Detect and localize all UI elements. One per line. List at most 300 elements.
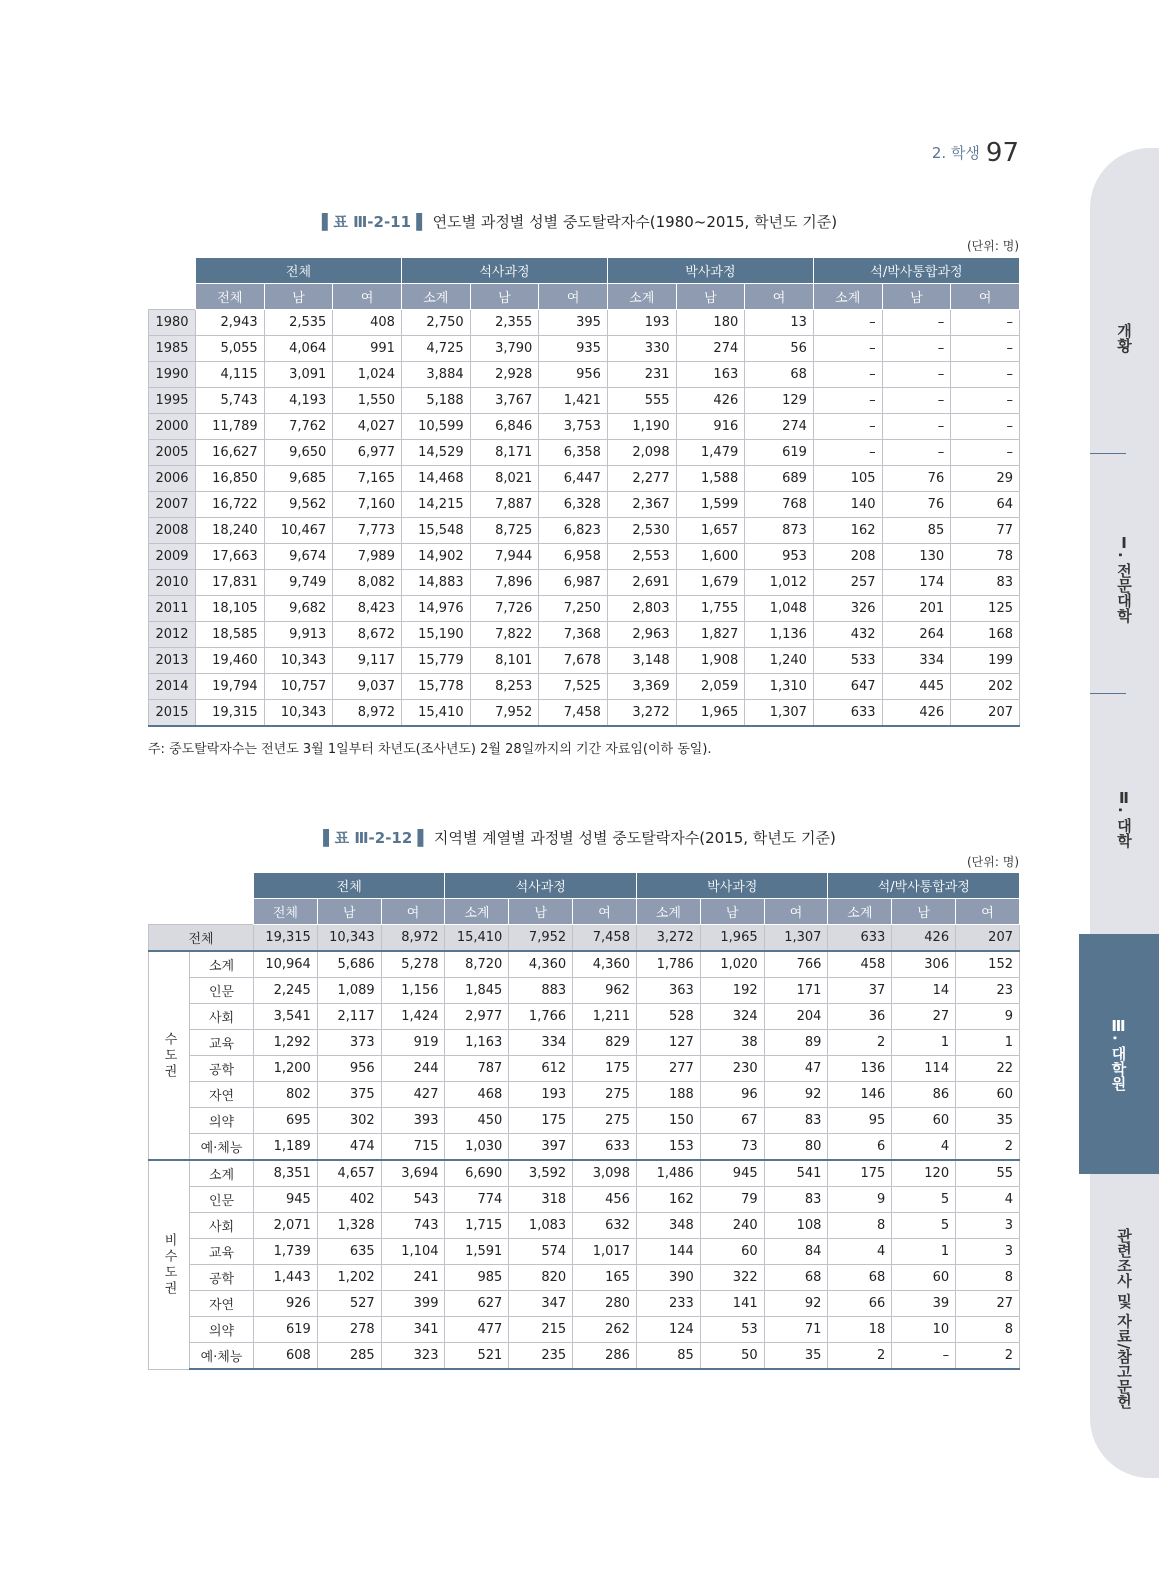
value-cell: 334 — [509, 1030, 573, 1056]
field-label: 예·체능 — [190, 1343, 254, 1370]
value-cell: 1,600 — [676, 544, 745, 570]
value-cell: 1,588 — [676, 466, 745, 492]
value-cell: 6,328 — [539, 492, 608, 518]
value-cell: 322 — [700, 1265, 764, 1291]
value-cell: 306 — [892, 951, 956, 978]
value-cell: 78 — [951, 544, 1020, 570]
value-cell: 175 — [509, 1108, 573, 1134]
value-cell: 14,902 — [401, 544, 470, 570]
year-cell: 2009 — [149, 544, 196, 570]
value-cell: 2,355 — [470, 310, 539, 336]
year-cell: 2000 — [149, 414, 196, 440]
value-cell: 71 — [764, 1317, 828, 1343]
group-header: 전체 — [254, 873, 445, 899]
value-cell: 199 — [951, 648, 1020, 674]
value-cell: 5,188 — [401, 388, 470, 414]
value-cell: 4,115 — [196, 362, 265, 388]
value-cell: 168 — [951, 622, 1020, 648]
value-cell: 2,117 — [317, 1004, 381, 1030]
value-cell: 426 — [882, 700, 951, 727]
value-cell: – — [813, 336, 882, 362]
sub-header-row — [149, 284, 1020, 310]
value-cell: 1,766 — [509, 1004, 573, 1030]
tab-overview[interactable]: 개황 — [1115, 323, 1133, 353]
column-header: 여 — [956, 899, 1020, 925]
value-cell: 244 — [381, 1056, 445, 1082]
value-cell: 1 — [892, 1030, 956, 1056]
table-row — [149, 596, 1020, 622]
value-cell: 9,117 — [333, 648, 402, 674]
value-cell: 37 — [828, 978, 892, 1004]
column-header: 소계 — [813, 284, 882, 310]
value-cell: 262 — [573, 1317, 637, 1343]
page-number: 97 — [985, 138, 1019, 168]
value-cell: 632 — [573, 1213, 637, 1239]
table2-title: ▌표 Ⅲ-2-12 ▌ 지역별 계열별 과정별 성별 중도탈락자수(2015, 학년도 기준) — [323, 829, 836, 847]
value-cell: 144 — [636, 1239, 700, 1265]
value-cell: 3,767 — [470, 388, 539, 414]
value-cell: 324 — [700, 1004, 764, 1030]
value-cell: 114 — [892, 1056, 956, 1082]
value-cell: 3,098 — [573, 1160, 637, 1187]
value-cell: 4,360 — [573, 951, 637, 978]
year-cell: 1990 — [149, 362, 196, 388]
value-cell: 68 — [828, 1265, 892, 1291]
value-cell: 2,071 — [254, 1213, 318, 1239]
value-cell: 477 — [445, 1317, 509, 1343]
value-cell: 1,715 — [445, 1213, 509, 1239]
value-cell: 7,165 — [333, 466, 402, 492]
value-cell: 68 — [764, 1265, 828, 1291]
value-cell: 27 — [892, 1004, 956, 1030]
column-header: 소계 — [636, 899, 700, 925]
column-header: 남 — [470, 284, 539, 310]
value-cell: 19,460 — [196, 648, 265, 674]
table-row — [149, 622, 1020, 648]
value-cell: 50 — [700, 1343, 764, 1370]
value-cell: 7,368 — [539, 622, 608, 648]
table-row — [149, 388, 1020, 414]
value-cell: 5 — [892, 1213, 956, 1239]
value-cell: 16,627 — [196, 440, 265, 466]
value-cell: – — [813, 440, 882, 466]
table1-unit: (단위: 명) — [967, 239, 1019, 253]
value-cell: 341 — [381, 1317, 445, 1343]
value-cell: 7,952 — [470, 700, 539, 727]
value-cell: 10,343 — [264, 648, 333, 674]
value-cell: 953 — [745, 544, 814, 570]
value-cell: 633 — [813, 700, 882, 727]
value-cell: 207 — [951, 700, 1020, 727]
value-cell: 207 — [956, 925, 1020, 952]
value-cell: 2 — [956, 1343, 1020, 1370]
value-cell: 67 — [700, 1108, 764, 1134]
value-cell: 612 — [509, 1056, 573, 1082]
value-cell: 1,424 — [381, 1004, 445, 1030]
value-cell: 1 — [892, 1239, 956, 1265]
value-cell: 140 — [813, 492, 882, 518]
value-cell: 10,757 — [264, 674, 333, 700]
value-cell: 86 — [892, 1082, 956, 1108]
value-cell: 574 — [509, 1239, 573, 1265]
value-cell: 29 — [951, 466, 1020, 492]
value-cell: 27 — [956, 1291, 1020, 1317]
value-cell: 3,592 — [509, 1160, 573, 1187]
table-row — [149, 518, 1020, 544]
value-cell: 1,827 — [676, 622, 745, 648]
value-cell: 19,315 — [196, 700, 265, 727]
table2-unit: (단위: 명) — [967, 855, 1019, 869]
value-cell: 1,657 — [676, 518, 745, 544]
value-cell: 60 — [892, 1108, 956, 1134]
value-cell: 445 — [882, 674, 951, 700]
table-row — [149, 978, 1020, 1004]
value-cell: 1,755 — [676, 596, 745, 622]
value-cell: 2,059 — [676, 674, 745, 700]
value-cell: 334 — [882, 648, 951, 674]
value-cell: 7,250 — [539, 596, 608, 622]
value-cell: 10,467 — [264, 518, 333, 544]
value-cell: 3,753 — [539, 414, 608, 440]
table-row — [149, 570, 1020, 596]
value-cell: 8,082 — [333, 570, 402, 596]
value-cell: 14,529 — [401, 440, 470, 466]
value-cell: 427 — [381, 1082, 445, 1108]
value-cell: 2,367 — [607, 492, 676, 518]
value-cell: 1,104 — [381, 1239, 445, 1265]
region-label: 수도권 — [149, 951, 190, 1160]
value-cell: – — [882, 310, 951, 336]
column-header: 여 — [539, 284, 608, 310]
column-header: 여 — [951, 284, 1020, 310]
value-cell: 2,750 — [401, 310, 470, 336]
value-cell: 1,421 — [539, 388, 608, 414]
value-cell: 5,686 — [317, 951, 381, 978]
value-cell: – — [882, 440, 951, 466]
value-cell: 208 — [813, 544, 882, 570]
value-cell: 1,200 — [254, 1056, 318, 1082]
column-header: 소계 — [828, 899, 892, 925]
value-cell: 4 — [828, 1239, 892, 1265]
value-cell: 408 — [333, 310, 402, 336]
group-header: 박사과정 — [607, 258, 813, 284]
value-cell: 124 — [636, 1317, 700, 1343]
value-cell: 1,189 — [254, 1134, 318, 1161]
value-cell: 985 — [445, 1265, 509, 1291]
table-row — [149, 1265, 1020, 1291]
group-header: 석사과정 — [401, 258, 607, 284]
column-header: 소계 — [401, 284, 470, 310]
value-cell: 4,360 — [509, 951, 573, 978]
value-cell: 8 — [956, 1265, 1020, 1291]
value-cell: 193 — [509, 1082, 573, 1108]
value-cell: 7,773 — [333, 518, 402, 544]
value-cell: 6,846 — [470, 414, 539, 440]
table-row — [149, 440, 1020, 466]
value-cell: 348 — [636, 1213, 700, 1239]
value-cell: 715 — [381, 1134, 445, 1161]
table-row — [149, 310, 1020, 336]
value-cell: 8,423 — [333, 596, 402, 622]
value-cell: 1,211 — [573, 1004, 637, 1030]
group-header: 전체 — [196, 258, 402, 284]
table-row — [149, 1004, 1020, 1030]
value-cell: 6,977 — [333, 440, 402, 466]
value-cell: 647 — [813, 674, 882, 700]
value-cell: 7,887 — [470, 492, 539, 518]
value-cell: 6,823 — [539, 518, 608, 544]
value-cell: 274 — [745, 414, 814, 440]
tab-references[interactable]: 관련조사 및 자료/참고문헌 — [1115, 1227, 1133, 1409]
year-cell: 1980 — [149, 310, 196, 336]
value-cell: 201 — [882, 596, 951, 622]
value-cell: 695 — [254, 1108, 318, 1134]
table-row — [149, 648, 1020, 674]
value-cell: 9,650 — [264, 440, 333, 466]
value-cell: 60 — [700, 1239, 764, 1265]
value-cell: 180 — [676, 310, 745, 336]
divider — [1090, 453, 1126, 454]
value-cell: 608 — [254, 1343, 318, 1370]
field-label: 소계 — [190, 1160, 254, 1187]
value-cell: – — [951, 310, 1020, 336]
value-cell: 8,972 — [381, 925, 445, 952]
field-label: 사회 — [190, 1004, 254, 1030]
value-cell: 3,884 — [401, 362, 470, 388]
column-header: 남 — [676, 284, 745, 310]
value-cell: 528 — [636, 1004, 700, 1030]
value-cell: 66 — [828, 1291, 892, 1317]
value-cell: 787 — [445, 1056, 509, 1082]
value-cell: 141 — [700, 1291, 764, 1317]
value-cell: 146 — [828, 1082, 892, 1108]
value-cell: 916 — [676, 414, 745, 440]
value-cell: 230 — [700, 1056, 764, 1082]
value-cell: 1,328 — [317, 1213, 381, 1239]
value-cell: 35 — [764, 1343, 828, 1370]
group-header: 석/박사통합과정 — [813, 258, 1019, 284]
tab-junior-college[interactable]: Ⅰ. 전문대학 — [1115, 533, 1133, 623]
value-cell: 743 — [381, 1213, 445, 1239]
value-cell: 323 — [381, 1343, 445, 1370]
value-cell: 9,913 — [264, 622, 333, 648]
tab-graduate-school[interactable]: Ⅲ. 대학원 — [1079, 934, 1159, 1174]
value-cell: 8,972 — [333, 700, 402, 727]
table-row — [149, 492, 1020, 518]
value-cell: 5,278 — [381, 951, 445, 978]
value-cell: 85 — [636, 1343, 700, 1370]
value-cell: 68 — [745, 362, 814, 388]
dropout-by-region-table — [148, 872, 1020, 1370]
value-cell: 2,943 — [196, 310, 265, 336]
value-cell: 10,343 — [317, 925, 381, 952]
value-cell: 240 — [700, 1213, 764, 1239]
value-cell: 318 — [509, 1187, 573, 1213]
value-cell: 277 — [636, 1056, 700, 1082]
value-cell: 105 — [813, 466, 882, 492]
value-cell: 458 — [828, 951, 892, 978]
value-cell: 4,064 — [264, 336, 333, 362]
table-row — [149, 466, 1020, 492]
value-cell: 347 — [509, 1291, 573, 1317]
value-cell: 60 — [892, 1265, 956, 1291]
value-cell: 204 — [764, 1004, 828, 1030]
value-cell: 10 — [892, 1317, 956, 1343]
value-cell: 5 — [892, 1187, 956, 1213]
value-cell: 192 — [700, 978, 764, 1004]
value-cell: 7,896 — [470, 570, 539, 596]
field-label: 공학 — [190, 1056, 254, 1082]
value-cell: 1,089 — [317, 978, 381, 1004]
value-cell: 162 — [636, 1187, 700, 1213]
value-cell: 1,012 — [745, 570, 814, 596]
value-cell: 7,525 — [539, 674, 608, 700]
value-cell: 83 — [764, 1187, 828, 1213]
table-row — [149, 414, 1020, 440]
total-label: 전체 — [149, 925, 254, 952]
value-cell: 1,083 — [509, 1213, 573, 1239]
value-cell: 125 — [951, 596, 1020, 622]
field-label: 교육 — [190, 1239, 254, 1265]
value-cell: 6,447 — [539, 466, 608, 492]
column-header: 여 — [573, 899, 637, 925]
table-row — [149, 362, 1020, 388]
value-cell: 18,585 — [196, 622, 265, 648]
value-cell: 8,101 — [470, 648, 539, 674]
value-cell: 774 — [445, 1187, 509, 1213]
value-cell: – — [813, 362, 882, 388]
table-row — [149, 1239, 1020, 1265]
value-cell: 820 — [509, 1265, 573, 1291]
value-cell: 11,789 — [196, 414, 265, 440]
year-cell: 2010 — [149, 570, 196, 596]
value-cell: 3,148 — [607, 648, 676, 674]
value-cell: 1,163 — [445, 1030, 509, 1056]
table-row — [149, 336, 1020, 362]
value-cell: 2 — [828, 1343, 892, 1370]
value-cell: 264 — [882, 622, 951, 648]
value-cell: 165 — [573, 1265, 637, 1291]
value-cell: 919 — [381, 1030, 445, 1056]
table-row — [149, 951, 1020, 978]
table-row — [149, 1187, 1020, 1213]
value-cell: 83 — [764, 1108, 828, 1134]
value-cell: 390 — [636, 1265, 700, 1291]
value-cell: 36 — [828, 1004, 892, 1030]
value-cell: 175 — [828, 1160, 892, 1187]
value-cell: 15,410 — [445, 925, 509, 952]
value-cell: 8 — [956, 1317, 1020, 1343]
value-cell: 18,240 — [196, 518, 265, 544]
value-cell: 1,443 — [254, 1265, 318, 1291]
value-cell: 1,048 — [745, 596, 814, 622]
value-cell: 7,458 — [539, 700, 608, 727]
field-label: 예·체능 — [190, 1134, 254, 1161]
value-cell: 136 — [828, 1056, 892, 1082]
value-cell: 3 — [956, 1239, 1020, 1265]
value-cell: 5,743 — [196, 388, 265, 414]
column-header: 여 — [333, 284, 402, 310]
value-cell: 15,190 — [401, 622, 470, 648]
value-cell: 1,030 — [445, 1134, 509, 1161]
value-cell: 89 — [764, 1030, 828, 1056]
value-cell: 83 — [951, 570, 1020, 596]
value-cell: 13 — [745, 310, 814, 336]
value-cell: 3,369 — [607, 674, 676, 700]
value-cell: 79 — [700, 1187, 764, 1213]
field-label: 소계 — [190, 951, 254, 978]
value-cell: 2,928 — [470, 362, 539, 388]
value-cell: 76 — [882, 492, 951, 518]
value-cell: 8,672 — [333, 622, 402, 648]
field-label: 인문 — [190, 1187, 254, 1213]
value-cell: 174 — [882, 570, 951, 596]
value-cell: 619 — [745, 440, 814, 466]
tab-university[interactable]: Ⅱ. 대학 — [1115, 788, 1133, 848]
value-cell: 330 — [607, 336, 676, 362]
value-cell: 130 — [882, 544, 951, 570]
value-cell: 286 — [573, 1343, 637, 1370]
value-cell: 1,739 — [254, 1239, 318, 1265]
value-cell: 1,845 — [445, 978, 509, 1004]
value-cell: 395 — [539, 310, 608, 336]
value-cell: 95 — [828, 1108, 892, 1134]
value-cell: 9 — [828, 1187, 892, 1213]
year-cell: 1985 — [149, 336, 196, 362]
value-cell: 829 — [573, 1030, 637, 1056]
value-cell: – — [882, 414, 951, 440]
value-cell: – — [813, 414, 882, 440]
value-cell: 18,105 — [196, 596, 265, 622]
field-label: 사회 — [190, 1213, 254, 1239]
value-cell: 2,277 — [607, 466, 676, 492]
value-cell: 8,171 — [470, 440, 539, 466]
value-cell: 53 — [700, 1317, 764, 1343]
divider — [1090, 693, 1126, 694]
value-cell: 935 — [539, 336, 608, 362]
value-cell: 4 — [892, 1134, 956, 1161]
value-cell: 2,691 — [607, 570, 676, 596]
value-cell: 39 — [892, 1291, 956, 1317]
value-cell: 7,160 — [333, 492, 402, 518]
value-cell: 35 — [956, 1108, 1020, 1134]
value-cell: 8,351 — [254, 1160, 318, 1187]
value-cell: 689 — [745, 466, 814, 492]
value-cell: 280 — [573, 1291, 637, 1317]
value-cell: 92 — [764, 1291, 828, 1317]
value-cell: 5,055 — [196, 336, 265, 362]
value-cell: 18 — [828, 1317, 892, 1343]
value-cell: 7,678 — [539, 648, 608, 674]
group-header: 석사과정 — [445, 873, 636, 899]
value-cell: 175 — [573, 1056, 637, 1082]
year-cell: 2014 — [149, 674, 196, 700]
value-cell: 171 — [764, 978, 828, 1004]
value-cell: 2,245 — [254, 978, 318, 1004]
value-cell: 241 — [381, 1265, 445, 1291]
field-label: 공학 — [190, 1265, 254, 1291]
value-cell: 14,468 — [401, 466, 470, 492]
value-cell: 7,458 — [573, 925, 637, 952]
year-cell: 2011 — [149, 596, 196, 622]
value-cell: 56 — [745, 336, 814, 362]
value-cell: 16,850 — [196, 466, 265, 492]
table-row — [149, 700, 1020, 727]
value-cell: 85 — [882, 518, 951, 544]
value-cell: 527 — [317, 1291, 381, 1317]
value-cell: 521 — [445, 1343, 509, 1370]
value-cell: 533 — [813, 648, 882, 674]
